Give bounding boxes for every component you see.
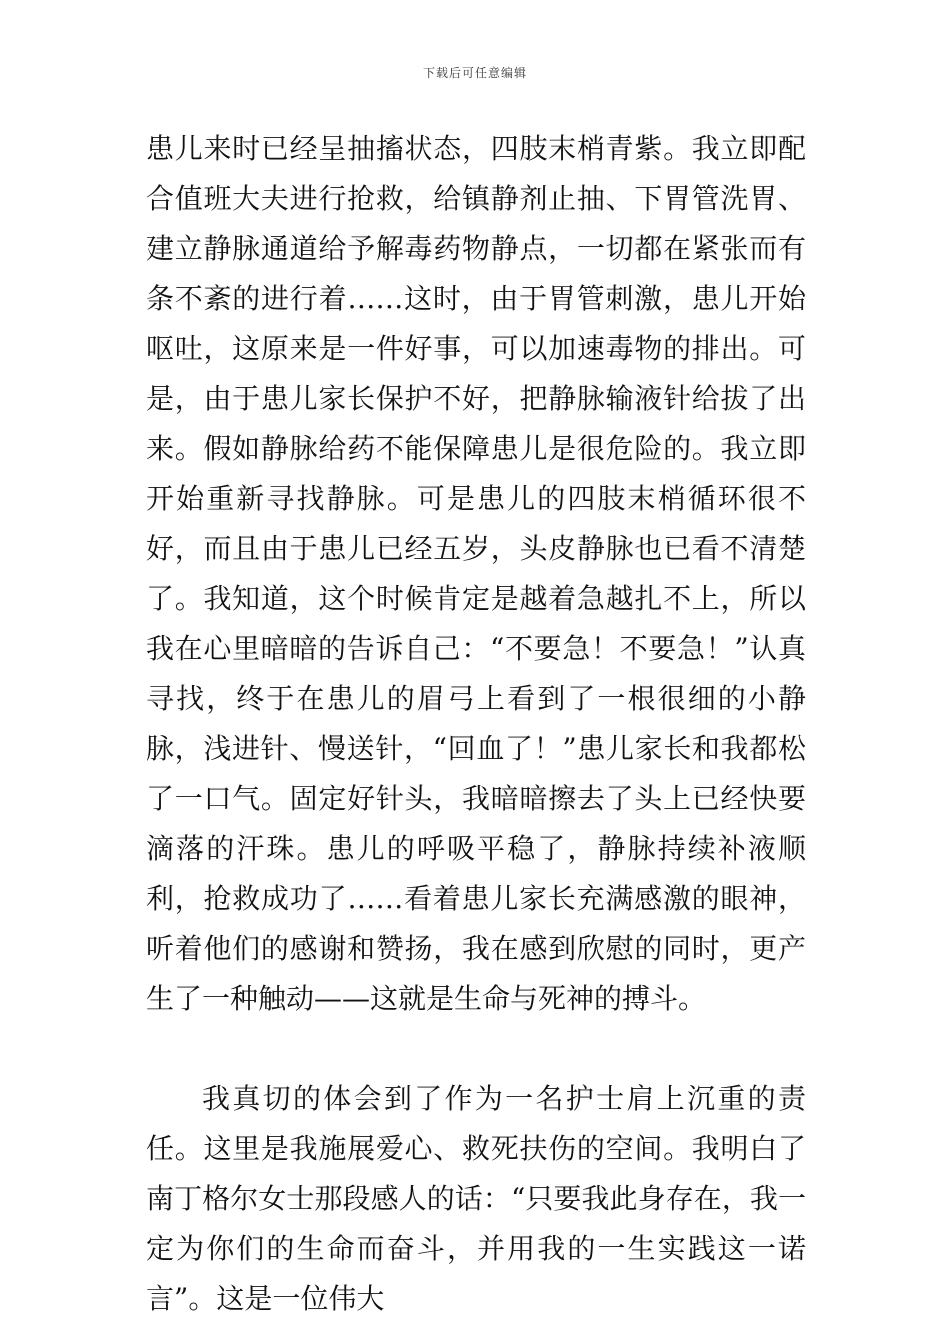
paragraph-1: 患儿来时已经呈抽搐状态，四肢末梢青紫。我立即配合值班大夫进行抢救，给镇静剂止抽、下胃管洗胃、建立静脉通道给予解毒药物静点，一切都在紧张而有条不紊的进行着……这时，由于胃管刺激，患儿开始呕吐，这原来是一件好事，可以加速毒物的排出。可是，由于患儿家长保护不好，把静脉输液针给拔了出来。假如静脉给药不能保障患儿是很危险的。我立即开始重新寻找静脉。可是患儿的四肢末梢循环很不好，而且由于患儿已经五岁，头皮静脉也已看不清楚了。我知道，这个时候肯定是越着急越扎不上，所以我在心里暗暗的告诉自己：“不要急！不要急！”认真寻找，终于在患儿的眉弓上看到了一根很细的小静脉，浅进针、慢送针，“回血了！”患儿家长和我都松了一口气。固定好针头，我暗暗擦去了头上已经快要滴落的汗珠。患儿的呼吸平稳了，静脉持续补液顺利，抢救成功了……看着患儿家长充满感激的眼神，听着他们的感谢和赞扬，我在感到欣慰的同时，更产生了一种触动——这就是生命与死神的搏斗。 (146, 132, 806, 1015)
page-header: 下载后可任意编辑 (422, 66, 527, 80)
document-body (146, 124, 806, 1324)
paragraph-2: 我真切的体会到了作为一名护士肩上沉重的责任。这里是我施展爱心、救死扶伤的空间。我明白了南丁格尔女士那段感人的话：“只要我此身存在，我一定为你们的生命而奋斗，并用我的一生实践这一诺言”。这是一位伟大 (146, 1082, 806, 1315)
